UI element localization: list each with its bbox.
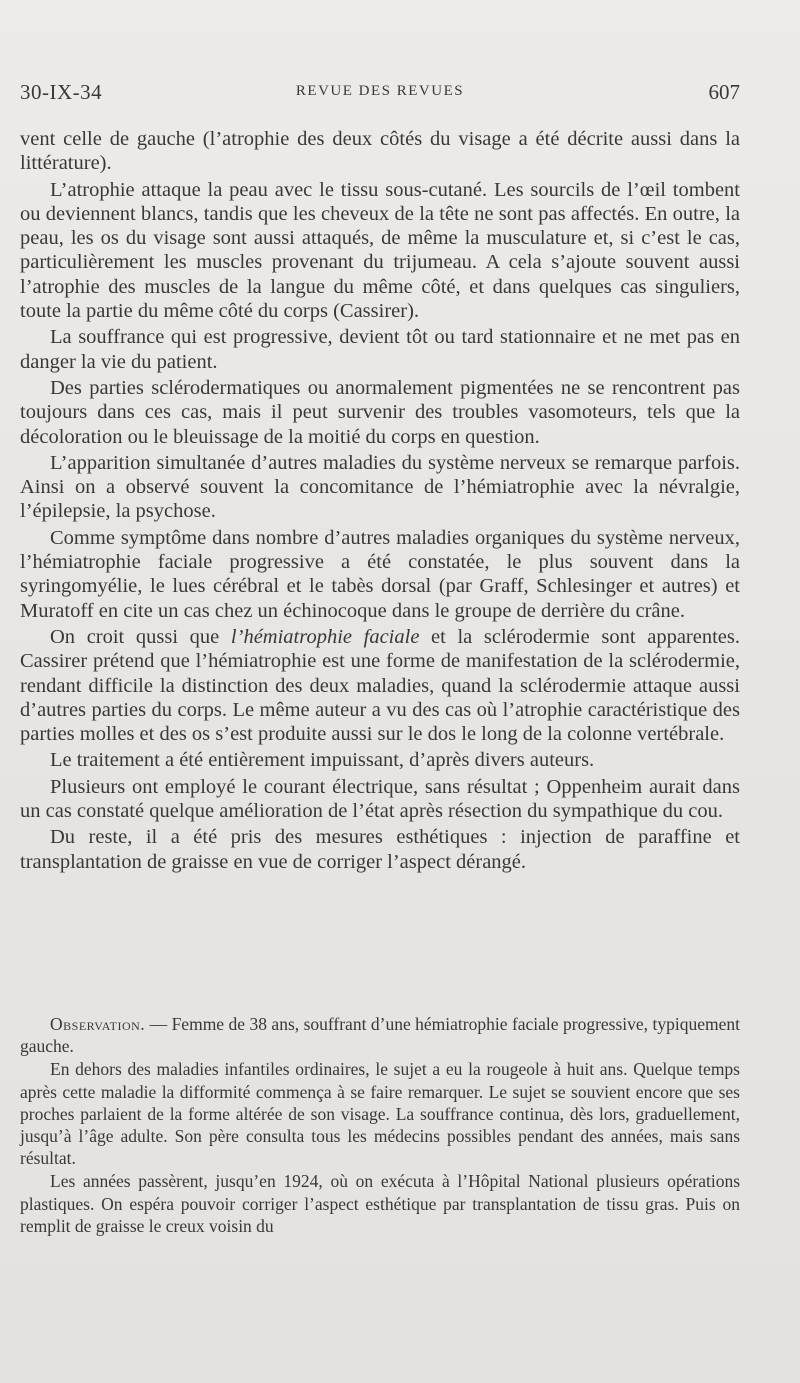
observation-paragraph-operations: Les années passèrent, jusqu’en 1924, où on exécuta à l’Hôpital National plusieurs opérations plastiques. On espéra pouvoir corriger l’aspect esthétique par transplantation de tissu gras. Puis on remplit de graisse le creux voisin du — [20, 1171, 740, 1236]
observation-lead — [20, 1013, 740, 1057]
observation-paragraph-history: En dehors des maladies infantiles ordinaires, le sujet a eu la rougeole à huit ans. Quelque temps après cette maladie la difformité commença à se faire remarquer. Le sujet se souvient encore que ses proches parlaient de la forme altérée de son visage. La souffrance continua, dès lors, graduellement, jusqu’à l’âge adulte. Son père consulta tous les médecins possibles pendant des années, mais sans résultat. — [20, 1059, 740, 1169]
scleroderma-text-before: On croit qussi que — [50, 625, 231, 648]
header-date: 30-IX-34 — [20, 80, 103, 104]
observation-label: Observation. — [50, 1014, 146, 1034]
paragraph-electric: Plusieurs ont employé le courant électrique, sans résultat ; Oppenheim aurait dans un cas constaté quelque amélioration de l’état après résection du sympathique du cou. — [20, 775, 740, 823]
header-journal-title: REVUE DES REVUES — [295, 83, 465, 99]
page-number: 607 — [708, 80, 740, 104]
scleroderma-italic-term: l’hémiatrophie faciale — [230, 625, 420, 648]
paragraph-progression: La souffrance qui est progressive, devient tôt ou tard stationnaire et ne met pas en danger la vie du patient. — [20, 326, 740, 373]
running-header — [20, 80, 740, 110]
paragraph-continuation: vent celle de gauche (l’atrophie des deux côtés du visage a été décrite aussi dans la littérature). — [20, 128, 740, 175]
paragraph-sclerodermatic: Des parties sclérodermatiques ou anormalement pigmentées ne se rencontrent pas toujours dans ces cas, mais il peut survenir des troubles vasomoteurs, tels que la décoloration ou le bleuissage de la moitié du corps en question. — [20, 376, 740, 448]
paragraph-scleroderma — [20, 625, 740, 746]
paragraph-comorbidity: L’apparition simultanée d’autres maladies du système nerveux se remarque parfois. Ainsi on a observé souvent la concomitance de l’hémiatrophie avec la névralgie, l’épilepsie, la psychose. — [20, 451, 740, 523]
observation-lead-text: — Femme de 38 ans, souffrant d’une hémiatrophie faciale progressive, typiquement gauche. — [20, 1014, 740, 1057]
paragraph-atrophy: L’atrophie attaque la peau avec le tissu sous-cutané. Les sourcils de l’œil tombent ou deviennent blancs, tandis que les cheveux de la tête ne sont pas affectés. En outre, la peau, les os du visage sont aussi attaqués, de même la musculature et, si c’est le cas, particulièrement les muscles provenant du trijumeau. A cela s’ajoute souvent aussi l’atrophie des muscles de la langue du même côté, et dans quelques cas singuliers, toute la partie du même côté du corps (Cassirer). — [20, 178, 740, 323]
scleroderma-text-after: et la sclérodermie sont apparentes. Cassirer prétend que l’hémiatrophie est une forme de manifestation de la sclérodermie, rendant difficile la distinction des deux maladies, quand la sclérodermie attaque aussi d’autres parties du corps. Le même auteur a vu des cas où l’atrophie caractéristique des parties molles et des os s’est produite aussi sur le dos le long de la colonne vertébrale. — [20, 625, 740, 746]
observation-section — [20, 1013, 740, 1238]
paragraph-treatment: Le traitement a été entièrement impuissant, d’après divers auteurs. — [50, 749, 595, 772]
paragraph-symptom: Comme symptôme dans nombre d’autres maladies organiques du système nerveux, l’hémiatrophie faciale progressive a été constatée, le plus souvent dans la syringomyélie, le lues cérébral et le tabès dorsal (par Graff, Schlesinger et autres) et Muratoff en cite un cas chez un échinocoque dans le groupe de derrière du crâne. — [20, 526, 740, 622]
paragraph-aesthetic: Du reste, il a été pris des mesures esthétiques : injection de paraffine et transplantation de graisse en vue de corriger l’aspect dérangé. — [20, 826, 740, 873]
article-body — [20, 127, 740, 876]
